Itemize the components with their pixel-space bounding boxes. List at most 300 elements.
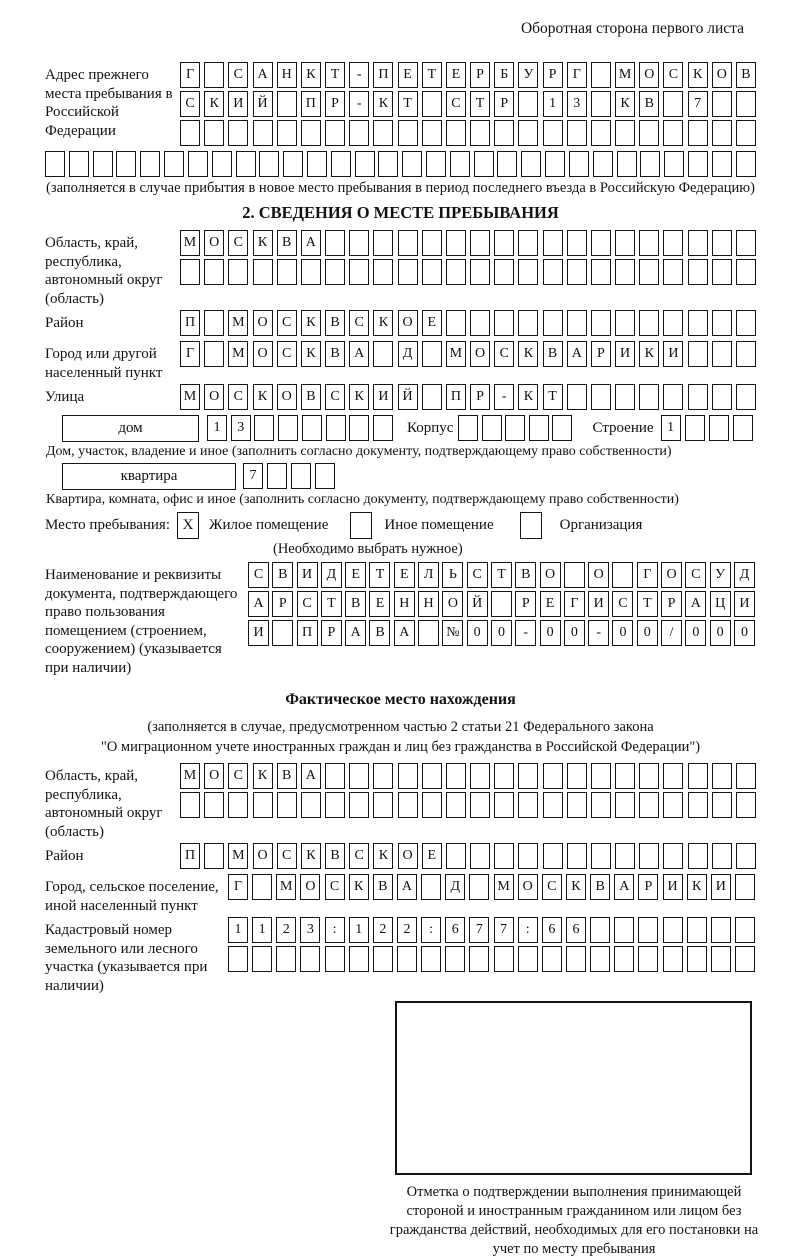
char-cell: К [373,843,393,869]
fact-region-label: Область, край, республика, автономный округ (область) [45,768,163,840]
house-caption: Дом, участок, владение и иное (заполнить согласно документу, подтверждающему право собственности) [46,444,672,459]
char-cell: И [711,874,731,900]
char-cell [204,120,224,146]
char-cell [518,792,538,818]
char-cell [349,259,369,285]
char-cell: Г [637,562,658,588]
prev-address-row-1 [180,62,756,89]
char-cell: А [253,62,273,88]
char-cell [188,151,208,177]
char-cell: В [301,384,321,410]
char-cell [373,341,393,367]
char-cell: В [736,62,756,88]
char-cell [355,151,375,177]
char-cell: С [612,591,633,617]
char-cell: С [349,843,369,869]
char-cell [93,151,113,177]
char-cell [615,843,635,869]
char-cell [469,946,489,972]
char-cell [638,946,658,972]
char-cell [494,792,514,818]
char-cell: Е [394,562,415,588]
prev-address-row-3 [180,120,756,147]
char-cell: 1 [543,91,563,117]
char-cell: С [228,763,248,789]
char-cell: К [518,384,538,410]
char-cell [272,620,293,646]
char-cell: Д [445,874,465,900]
residence-type-label: Место пребывания: [45,517,170,533]
char-cell [252,874,272,900]
char-cell [446,763,466,789]
char-cell [470,310,490,336]
char-cell [494,120,514,146]
char-cell: 0 [540,620,561,646]
char-cell [709,415,729,441]
char-cell [253,792,273,818]
char-cell [591,230,611,256]
cadastral-row-2 [228,946,755,973]
char-cell [687,917,707,943]
street-block [45,384,756,413]
char-cell [615,763,635,789]
cadastral-label: Кадастровый номер земельного или лесного участка (указывается при наличии) [45,922,208,994]
char-cell [300,946,320,972]
residence-checkbox-org [520,512,542,539]
char-cell [349,120,369,146]
char-cell [591,384,611,410]
char-cell: 2 [276,917,296,943]
char-cell: Р [272,591,293,617]
char-cell [590,946,610,972]
char-cell: Р [325,91,345,117]
char-cell [736,341,756,367]
char-cell [373,415,393,441]
char-cell [735,917,755,943]
char-cell: Р [591,341,611,367]
char-cell [253,120,273,146]
char-cell: О [588,562,609,588]
char-cell [735,874,755,900]
char-cell [712,259,732,285]
char-cell: П [297,620,318,646]
char-cell [736,151,756,177]
char-cell [398,230,418,256]
char-cell [712,763,732,789]
char-cell [494,946,514,972]
char-cell [373,792,393,818]
char-cell: С [248,562,269,588]
char-cell [569,151,589,177]
char-cell [446,792,466,818]
char-cell [422,91,442,117]
prev-address-row-4 [45,151,756,178]
char-cell [711,946,731,972]
char-cell [545,151,565,177]
char-cell [373,946,393,972]
char-cell: С [467,562,488,588]
char-cell [474,151,494,177]
ownership-doc-grid [248,562,755,677]
char-cell [663,763,683,789]
char-cell [301,792,321,818]
char-cell [204,792,224,818]
char-cell [378,151,398,177]
char-cell [663,917,683,943]
char-cell [277,259,297,285]
char-cell [398,763,418,789]
char-cell: К [518,341,538,367]
char-cell: Й [398,384,418,410]
char-cell: А [301,230,321,256]
char-cell: И [297,562,318,588]
char-cell [733,415,753,441]
house-number-cells [207,415,393,442]
char-cell [422,384,442,410]
char-cell [518,120,538,146]
char-cell: А [248,591,269,617]
char-cell [494,843,514,869]
char-cell [45,151,65,177]
char-cell: Т [398,91,418,117]
char-cell: 0 [564,620,585,646]
char-cell [591,91,611,117]
char-cell [373,763,393,789]
char-cell [711,917,731,943]
char-cell [688,763,708,789]
char-cell: № [442,620,463,646]
char-cell: 3 [300,917,320,943]
char-cell: И [663,874,683,900]
char-cell [482,415,502,441]
char-cell: В [345,591,366,617]
char-cell: О [253,310,273,336]
char-cell [518,230,538,256]
char-cell [446,310,466,336]
ownership-doc-row-2 [248,591,755,618]
char-cell: О [442,591,463,617]
char-cell: 7 [688,91,708,117]
char-cell: Н [394,591,415,617]
char-cell [518,259,538,285]
char-cell [640,151,660,177]
char-cell [228,792,248,818]
house-box: дом [62,415,199,442]
char-cell [302,415,322,441]
prev-address-grid [180,62,756,149]
char-cell: Г [567,62,587,88]
stroenie-cells [661,415,753,442]
street-row [180,384,756,411]
char-cell [422,341,442,367]
char-cell: П [446,384,466,410]
char-cell [736,91,756,117]
char-cell: 2 [373,917,393,943]
apartment-caption: Квартира, комната, офис и иное (заполнить согласно документу, подтверждающему право собственности) [46,492,679,507]
char-cell [349,763,369,789]
char-cell [470,763,490,789]
char-cell [494,763,514,789]
cadastral-row-1 [228,917,755,944]
char-cell: С [685,562,706,588]
char-cell: Т [470,91,490,117]
char-cell [567,230,587,256]
char-cell: А [394,620,415,646]
char-cell: И [373,384,393,410]
char-cell [612,562,633,588]
char-cell [259,151,279,177]
char-cell: 1 [228,917,248,943]
char-cell [567,259,587,285]
char-cell [446,259,466,285]
char-cell: О [639,62,659,88]
char-cell: М [228,843,248,869]
char-cell [325,946,345,972]
residence-checkbox-zhiloe: X [177,512,199,539]
char-cell [615,230,635,256]
char-cell [446,120,466,146]
char-cell: - [349,91,369,117]
char-cell: П [301,91,321,117]
ownership-doc-row-1 [248,562,755,589]
char-cell [422,120,442,146]
char-cell [253,259,273,285]
char-cell [614,946,634,972]
char-cell [470,259,490,285]
apartment-box: квартира [62,463,236,490]
char-cell [736,310,756,336]
char-cell [204,62,224,88]
char-cell [422,259,442,285]
char-cell: А [397,874,417,900]
char-cell [204,843,224,869]
char-cell [180,259,200,285]
char-cell [639,120,659,146]
char-cell [614,917,634,943]
char-cell: С [663,62,683,88]
char-cell: О [470,341,490,367]
char-cell [325,792,345,818]
char-cell: О [712,62,732,88]
char-cell [278,415,298,441]
char-cell [639,792,659,818]
char-cell [663,843,683,869]
char-cell: Т [369,562,390,588]
char-cell [639,259,659,285]
char-cell [615,384,635,410]
char-cell [639,843,659,869]
char-cell: С [277,310,297,336]
char-cell [252,946,272,972]
char-cell: Е [345,562,366,588]
char-cell: Р [470,62,490,88]
actual-location-notes [45,717,756,757]
char-cell [688,259,708,285]
char-cell [180,120,200,146]
char-cell: 0 [637,620,658,646]
char-cell [593,151,613,177]
char-cell [664,151,684,177]
char-cell: Г [228,874,248,900]
char-cell [494,230,514,256]
char-cell [688,120,708,146]
char-cell [228,259,248,285]
district-block [45,310,756,339]
actual-location-note-2: "О миграционном учете иностранных граждан и лиц без гражданства в Российской Федерации") [100,739,701,755]
char-cell [325,230,345,256]
char-cell [349,415,369,441]
char-cell [301,259,321,285]
char-cell [402,151,422,177]
char-cell [267,463,287,489]
char-cell: К [301,843,321,869]
char-cell [663,792,683,818]
prev-address-block [45,62,756,149]
char-cell [663,91,683,117]
char-cell: О [540,562,561,588]
char-cell: 1 [349,917,369,943]
char-cell: Г [180,341,200,367]
char-cell [277,120,297,146]
char-cell [566,946,586,972]
char-cell [325,120,345,146]
char-cell [615,792,635,818]
char-cell: В [325,341,345,367]
char-cell: К [253,230,273,256]
char-cell [591,843,611,869]
char-cell [543,843,563,869]
char-cell: В [543,341,563,367]
char-cell: Е [422,843,442,869]
char-cell [422,763,442,789]
char-cell: : [325,917,345,943]
char-cell [283,151,303,177]
char-cell: О [277,384,297,410]
street-label: Улица [45,389,85,405]
char-cell [591,763,611,789]
char-cell [615,120,635,146]
char-cell [591,792,611,818]
char-cell: Й [253,91,273,117]
char-cell: Б [494,62,514,88]
char-cell: О [253,843,273,869]
char-cell [228,120,248,146]
char-cell: А [345,620,366,646]
char-cell [663,384,683,410]
char-cell: С [494,341,514,367]
char-cell: С [180,91,200,117]
char-cell [591,310,611,336]
char-cell [204,259,224,285]
char-cell [688,230,708,256]
char-cell [543,310,563,336]
region-label: Область, край, республика, автономный округ (область) [45,235,163,307]
char-cell [494,310,514,336]
char-cell [349,230,369,256]
char-cell [212,151,232,177]
char-cell [518,91,538,117]
char-cell [736,230,756,256]
char-cell [164,151,184,177]
char-cell: С [228,384,248,410]
char-cell [638,917,658,943]
char-cell [397,946,417,972]
char-cell: 6 [542,917,562,943]
char-cell [688,792,708,818]
char-cell [204,310,224,336]
char-cell [688,384,708,410]
char-cell: К [301,310,321,336]
korpus-cells [458,415,572,442]
char-cell [617,151,637,177]
char-cell [445,946,465,972]
char-cell [543,792,563,818]
char-cell: Р [661,591,682,617]
char-cell: Р [543,62,563,88]
char-cell: О [661,562,682,588]
ownership-doc-block [45,562,756,677]
char-cell [398,120,418,146]
char-cell: : [421,917,441,943]
char-cell [736,792,756,818]
char-cell [470,120,490,146]
char-cell: 6 [566,917,586,943]
char-cell [518,946,538,972]
char-cell [518,763,538,789]
char-cell [470,230,490,256]
ownership-doc-label: Наименование и реквизиты документа, подтверждающего право пользования помещением (строением, сооружением) (указывается при наличии) [45,567,238,676]
char-cell [398,792,418,818]
char-cell: Ц [710,591,731,617]
char-cell: О [300,874,320,900]
fact-district-row [180,843,756,870]
char-cell: А [301,763,321,789]
char-cell [69,151,89,177]
char-cell [712,384,732,410]
char-cell: - [494,384,514,410]
city-row [180,341,756,368]
char-cell: О [204,763,224,789]
char-cell: Е [540,591,561,617]
char-cell [236,151,256,177]
char-cell [450,151,470,177]
char-cell: Т [637,591,658,617]
char-cell [688,341,708,367]
char-cell: 2 [397,917,417,943]
char-cell [712,310,732,336]
char-cell: Р [494,91,514,117]
char-cell [254,415,274,441]
char-cell: С [542,874,562,900]
char-cell [398,259,418,285]
char-cell: В [590,874,610,900]
char-cell [712,230,732,256]
char-cell [552,415,572,441]
residence-option-org-label: Организация [559,517,643,533]
char-cell [567,120,587,146]
char-cell: 0 [685,620,706,646]
char-cell [663,310,683,336]
char-cell [736,120,756,146]
char-cell [712,91,732,117]
char-cell: Н [277,62,297,88]
char-cell [712,843,732,869]
apartment-cells [243,463,335,490]
char-cell [491,591,512,617]
prev-address-note: (заполняется в случае прибытия в новое место пребывания в период последнего въезда в Российскую Федерацию) [46,180,755,196]
char-cell [276,946,296,972]
char-cell [518,310,538,336]
